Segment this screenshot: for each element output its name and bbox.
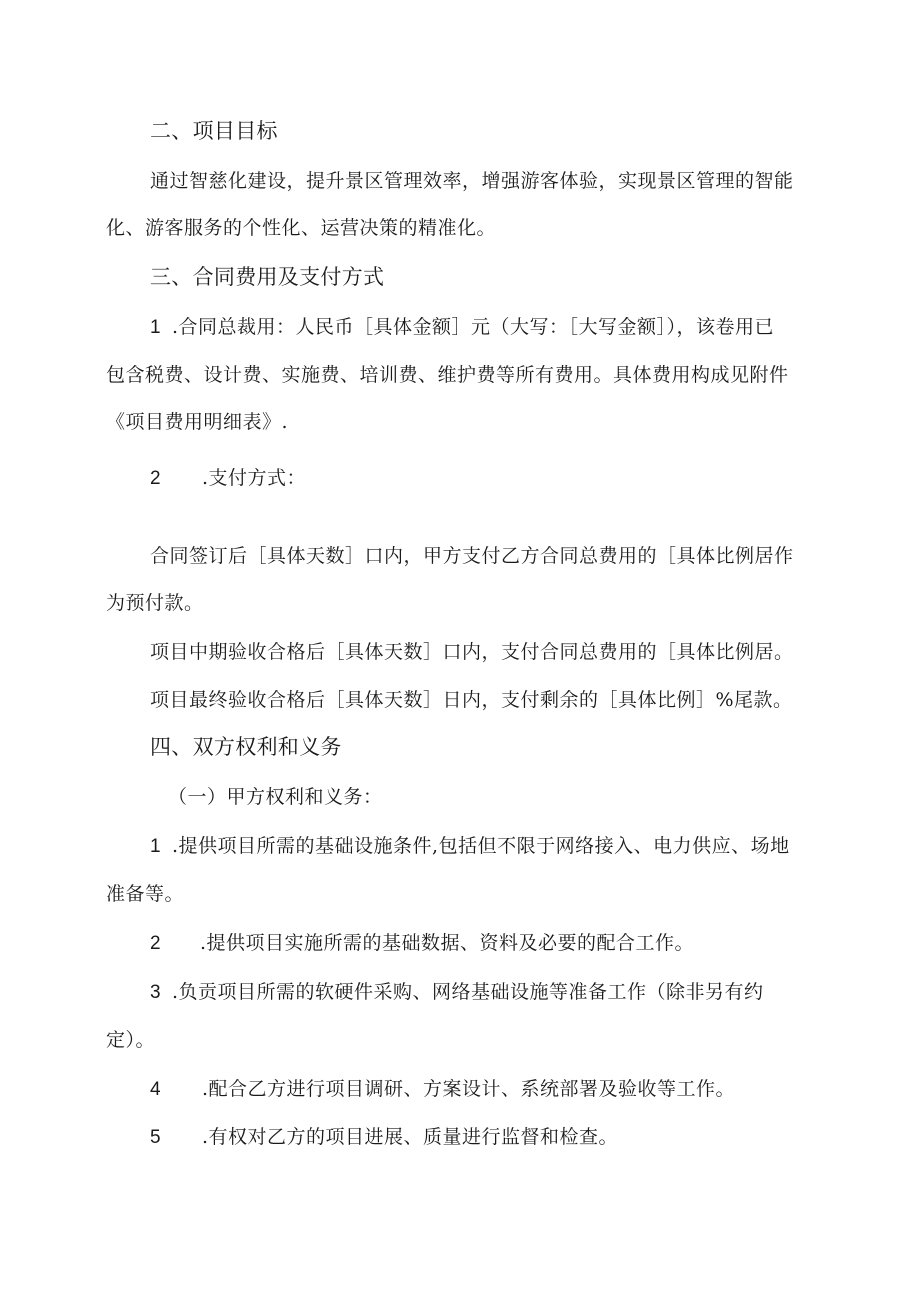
- list-item-line: [150, 978, 764, 1007]
- paragraph-line: 定）。: [106, 1029, 156, 1051]
- paragraph-line: 项目最终验收合格后［具体天数］日内，支付剩余的［具体比例］%尾款。: [150, 689, 793, 711]
- list-item-line: [150, 832, 790, 861]
- section-heading-rights: 四、双方权利和义务: [150, 735, 342, 759]
- list-item-text: .合同总裁用：人民币［具体金额］元（大写：［大写金额］），该卷用已: [172, 316, 775, 338]
- list-item-text: .支付方式：: [202, 467, 307, 489]
- list-item-number: 3: [150, 982, 162, 1003]
- paragraph-line: 《项目费用明细表》.: [106, 411, 289, 433]
- paragraph-line: 合同签订后［具体天数］口内，甲方支付乙方合同总费用的［具体比例居作: [150, 545, 794, 567]
- paragraph-line: 包含税费、设计费、实施费、培训费、维护费等所有费用。具体费用构成见附件: [106, 364, 789, 386]
- section-heading-fees: 三、合同费用及支付方式: [150, 265, 385, 289]
- sub-heading: （一）甲方权利和义务：: [168, 786, 383, 808]
- list-item-number: 1: [150, 317, 162, 338]
- list-item-text: .有权对乙方的项目进展、质量进行监督和检查。: [202, 1126, 619, 1148]
- list-item-text: .负贡项目所需的软硬件采购、网络基础设施等准备工作（除非另有约: [172, 981, 764, 1003]
- list-item-line: [150, 464, 306, 493]
- list-item-line: [150, 1075, 735, 1104]
- list-item-line: [150, 313, 774, 342]
- list-item-number: 1: [150, 836, 162, 857]
- list-item-text: .提供项目实施所需的基础数据、资料及必要的配合工作。: [200, 932, 695, 954]
- paragraph-line: 通过智慈化建设，提升景区管理效率，增强游客体验，实现景区管理的智能: [150, 170, 794, 192]
- list-item-number: 2: [150, 933, 162, 954]
- list-item-number: 2: [150, 468, 162, 489]
- paragraph-line: 项目中期验收合格后［具体天数］口内，支付合同总费用的［具体比例居。: [150, 641, 794, 663]
- section-heading-objectives: 二、项目目标: [150, 119, 278, 143]
- list-item-text: .配合乙方进行项目调研、方案设计、系统部署及验收等工作。: [202, 1078, 736, 1100]
- paragraph-line: 化、游客服务的个性化、运营决策的精准化。: [106, 217, 497, 239]
- list-item-line: [150, 929, 694, 958]
- list-item-line: [150, 1123, 618, 1152]
- paragraph-line: 为预付款。: [106, 592, 204, 614]
- list-item-number: 5: [150, 1127, 162, 1148]
- list-item-number: 4: [150, 1079, 162, 1100]
- paragraph-line: 准备等。: [106, 883, 185, 905]
- list-item-text: .提供项目所需的基础设施条件,包括但不限于网络接入、电力供应、场地: [172, 835, 790, 857]
